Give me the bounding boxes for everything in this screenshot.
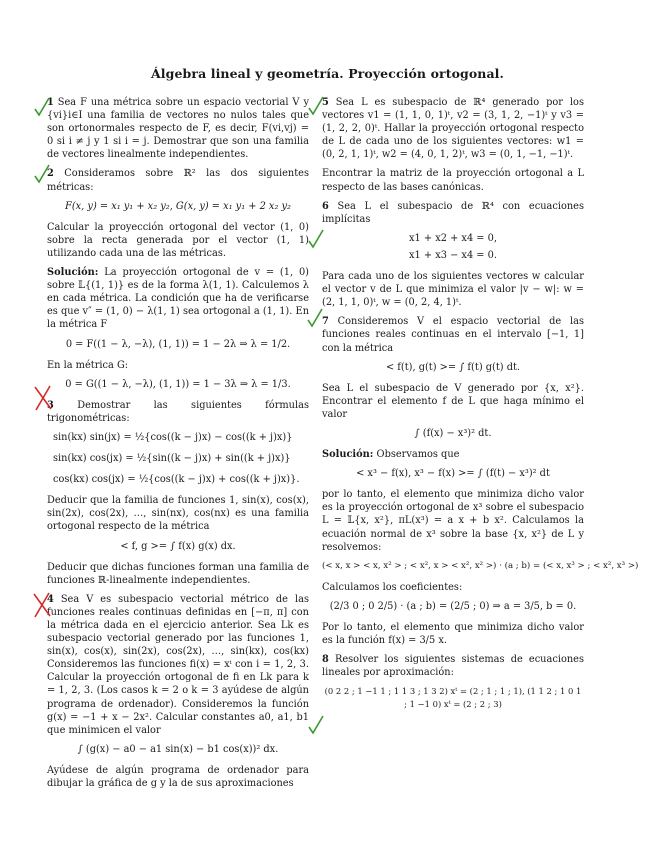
paragraph: En la métrica G: bbox=[47, 359, 129, 371]
paragraph: Calcular la proyección ortogonal del vector (1, 0) sobre la recta generada por el vector (1, 1) utilizando cada una de las métricas. bbox=[47, 221, 309, 259]
equation: F(x, y) = x₁ y₁ + x₂ y₂, G(x, y) = x₁ y₁ + 2 x₂ y₂ bbox=[65, 200, 291, 212]
exercise-4 bbox=[47, 593, 309, 737]
exercise-text: Sea L es subespacio de ℝ⁴ generado por los vectores v1 = (1, 1, 0, 1)ᵗ, v2 = (3, 1, 2, −1)ᵗ y v3 = (1, 2, 2, 0)ᵗ. Hallar la proyección ortogonal respecto de L de cada uno de los siguientes vectores: w1 = (0, 2, 1, 1)ᵗ, w2 = (4, 0, 1, 2)ᵗ, w3 = (0, 1, −1, −1)ᵗ. bbox=[322, 97, 584, 161]
solution-label: Solución: bbox=[47, 267, 99, 279]
cross-icon bbox=[33, 385, 53, 415]
equation: x1 + x2 + x4 = 0, bbox=[409, 232, 497, 244]
equation: < f(t), g(t) >= ∫ f(t) g(t) dt. bbox=[385, 361, 521, 373]
exercise-number: 4 bbox=[47, 593, 54, 605]
solution-text: Observamos que bbox=[373, 449, 460, 461]
equation: (0 2 2 ; 1 −1 1 ; 1 1 3 ; 1 3 2) xᵗ = (2 ; 1 ; 1 ; 1), (1 1 2 ; 1 0 1 ; 1 −1 0) xᵗ = (2 ; 2 ; 3) bbox=[324, 686, 582, 710]
equation: ∫ (g(x) − a0 − a1 sin(x) − b1 cos(x))² dx. bbox=[77, 743, 279, 755]
checkmark-icon bbox=[34, 97, 50, 121]
exercise-text: Sea L el subespacio de ℝ⁴ con ecuaciones implícitas bbox=[322, 200, 584, 225]
equation: < f, g >= ∫ f(x) g(x) dx. bbox=[120, 540, 236, 552]
exercise-5 bbox=[322, 96, 584, 161]
exercise-text: Sea V es subespacio vectorial métrico de las funciones reales continuas definidas en [−π, π] con la métrica dada en el ejercicio anterior. Sea Lk es subespacio vectorial generado por las funciones 1, sin(x), cos(x), sin(2x), cos(2x), …, sin(kx), cos(kx) Consideremos las funciones fi(x) = xⁱ con i = 1, 2, 3. Calcular la proyección ortogonal de fi en Lk para k = 1, 2, 3. (Los casos k = 2 o k = 3 ayúdese de algún programa de ordenador). Consideremos la función g(x) = −1 + x − 2x². Calcular constantes a0, a1, b1 que minimicen el valor bbox=[47, 593, 309, 736]
equation: sin(kx) cos(jx) = ½{sin((k − j)x) + sin((k + j)x)} bbox=[53, 453, 291, 465]
paragraph: Deducir que dichas funciones forman una familia de funciones ℝ-linealmente independientes. bbox=[47, 561, 309, 586]
exercise-number: 3 bbox=[47, 399, 54, 411]
exercise-text: Consideremos V el espacio vectorial de las funciones reales continuas en el intervalo [−1, 1] con la métrica bbox=[322, 316, 584, 354]
exercise-8 bbox=[322, 653, 584, 679]
page-title: Álgebra lineal y geometría. Proyección ortogonal. bbox=[151, 66, 504, 81]
equation: x1 + x3 − x4 = 0. bbox=[409, 249, 497, 261]
equation: 0 = F((1 − λ, −λ), (1, 1)) = 1 − 2λ ⇒ λ = 1/2. bbox=[65, 338, 291, 350]
paragraph: Para cada uno de los siguientes vectores w calcular el vector v de L que minimiza el valor |v − w|: w = (2, 1, 1, 0)ᵗ, w = (0, 2, 4, 1)ᵗ. bbox=[322, 271, 584, 309]
equation: < x³ − f(x), x³ − f(x) >= ∫ (f(t) − x³)² dt bbox=[356, 468, 550, 480]
exercise-text: Consideramos sobre ℝ² las dos siguientes métricas: bbox=[47, 168, 309, 193]
left-column bbox=[47, 96, 309, 796]
exercise-6 bbox=[322, 200, 584, 226]
paragraph: Sea L el subespacio de V generado por {x, x²}. Encontrar el elemento f de L que haga mínimo el valor bbox=[322, 382, 584, 420]
exercise-text: Demostrar las siguientes fórmulas trigonométricas: bbox=[47, 399, 309, 424]
exercise-number: 6 bbox=[322, 200, 329, 212]
equation: cos(kx) cos(jx) = ½{cos((k − j)x) + cos((k + j)x)}. bbox=[53, 474, 300, 486]
checkmark-icon bbox=[308, 96, 324, 120]
exercise-number: 5 bbox=[322, 97, 329, 108]
exercise-text: Resolver los siguientes sistemas de ecuaciones lineales por aproximación: bbox=[322, 654, 584, 679]
equation: (< x, x > < x, x² > ; < x², x > < x², x² >) · (a ; b) = (< x, x³ > ; < x², x³ >) bbox=[322, 560, 639, 571]
solution-paragraph bbox=[322, 448, 584, 461]
exercise-number: 1 bbox=[47, 97, 54, 108]
right-column bbox=[322, 96, 639, 720]
paragraph: Por lo tanto, el elemento que minimiza dicho valor es la función f(x) = 3/5 x. bbox=[322, 622, 584, 647]
paragraph: Deducir que la familia de funciones 1, sin(x), cos(x), sin(2x), cos(2x), …, sin(nx), cos(nx) es una familia ortogonal respecto de la métrica bbox=[47, 495, 309, 533]
equation: ∫ (f(x) − x³)² dt. bbox=[414, 427, 492, 439]
checkmark-icon bbox=[308, 715, 324, 739]
paragraph: Encontrar la matriz de la proyección ortogonal a L respecto de las bases canónicas. bbox=[322, 168, 584, 193]
solution-text: La proyección ortogonal de v = (1, 0) sobre 𝕃{(1, 1)} es de la forma λ(1, 1). Calculemos λ en cada métrica. La condición que ha de verificarse es que v″ = (1, 0) − λ(1, 1) sea ortogonal a (1, 1). En la métrica F bbox=[47, 267, 309, 331]
paragraph: Ayúdese de algún programa de ordenador para dibujar la gráfica de g y la de sus aproximaciones bbox=[47, 764, 309, 790]
exercise-number: 7 bbox=[322, 316, 329, 328]
solution-label: Solución: bbox=[322, 449, 374, 461]
exercise-text: Sea F una métrica sobre un espacio vectorial V y {vi}i∈I una familia de vectores no nulos tales que son ortonormales respecto de F, es decir, F(vi,vj) = 0 si i ≠ j y 1 si i = j. Demostrar que son una familia de vectores linealmente independientes. bbox=[47, 97, 309, 161]
cross-icon bbox=[32, 592, 52, 622]
paragraph: Calculamos los coeficientes: bbox=[322, 581, 463, 593]
exercise-number: 2 bbox=[47, 168, 54, 180]
equation: 0 = G((1 − λ, −λ), (1, 1)) = 1 − 3λ ⇒ λ = 1/3. bbox=[65, 378, 291, 390]
equation: sin(kx) sin(jx) = ½{cos((k − j)x) − cos((k + j)x)} bbox=[53, 431, 293, 443]
exercise-2 bbox=[47, 167, 309, 193]
solution-paragraph bbox=[47, 266, 309, 331]
paragraph: por lo tanto, el elemento que minimiza dicho valor es la proyección ortogonal de x³ sobre el subespacio L = 𝕃{x, x²}, πL(x³) = a x + b x². Calculamos la ecuación normal de x³ sobre la base {x, x²} de L y resolvemos: bbox=[322, 489, 584, 553]
exercise-number: 8 bbox=[322, 654, 329, 666]
exercise-1 bbox=[47, 96, 309, 161]
checkmark-icon bbox=[307, 308, 323, 332]
checkmark-icon bbox=[34, 164, 50, 188]
equation: (2/3 0 ; 0 2/5) · (a ; b) = (2/5 ; 0) ⇒ a = 3/5, b = 0. bbox=[329, 600, 577, 612]
checkmark-icon bbox=[308, 229, 324, 253]
exercise-7 bbox=[322, 315, 584, 354]
exercise-3 bbox=[47, 399, 309, 425]
